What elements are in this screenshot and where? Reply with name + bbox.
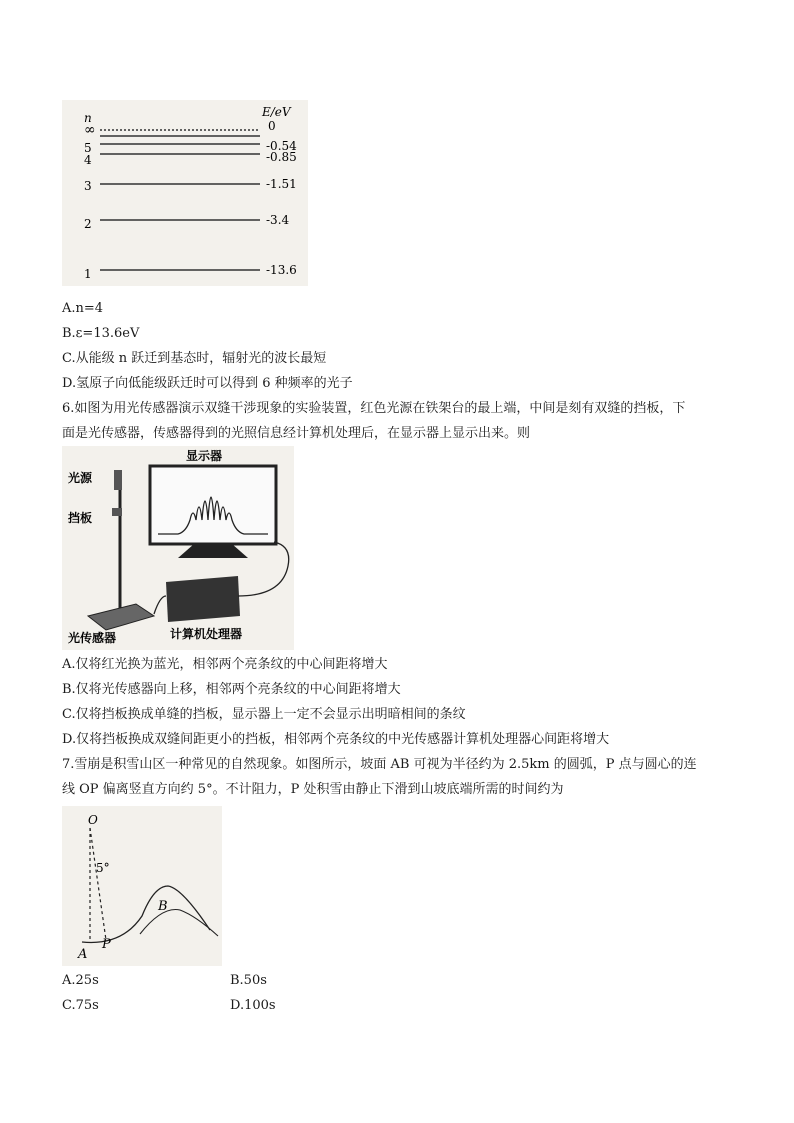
slope-outline [82,886,210,942]
level-n-5: 5 [84,141,92,155]
slit-baffle [112,508,122,516]
energy-level-svg [62,100,308,286]
q6-option-b: B.仅将光传感器向上移，相邻两个亮条纹的中心间距将增大 [62,682,401,697]
level-e-inf: 0 [268,119,276,133]
avalanche-slope-figure [62,806,222,966]
q7-option-b: B.50s [230,973,267,988]
level-n-2: 2 [84,217,92,231]
level-n-inf: ∞ [84,122,96,138]
q6-option-c: C.仅将挡板换成单缝的挡板，显示器上一定不会显示出明暗相间的条纹 [62,707,466,722]
double-slit-apparatus-figure [62,446,294,650]
q5-option-a: A.n=4 [62,301,104,316]
q5-option-d: D.氢原子向低能级跃迁时可以得到 6 种频率的光子 [62,376,353,391]
op-dashed-line [90,828,106,940]
e-axis-label: E/eV [262,105,291,119]
q5-option-b: B.ε=13.6eV [62,326,140,341]
q7-option-d: D.100s [230,998,276,1013]
q5-option-c: C.从能级 n 跃迁到基态时，辐射光的波长最短 [62,351,327,366]
level-e-2: -3.4 [266,213,290,227]
q6-option-a: A.仅将红光换为蓝光，相邻两个亮条纹的中心间距将增大 [62,657,388,672]
double-slit-svg [62,446,294,650]
level-e-1: -13.6 [266,263,297,277]
sensor-cable [154,596,166,614]
processor-label: 计算机处理器 [170,627,243,641]
light-sensor-base [88,604,154,630]
angle-label: 5° [96,861,110,875]
level-n-4: 4 [84,153,92,167]
n-axis-label: n [84,111,92,125]
light-source-label: 光源 [68,471,93,485]
q6-option-d: D.仅将挡板换成双缝间距更小的挡板，相邻两个亮条纹的中光传感器计算机处理器心间距将增大 [62,732,610,747]
level-e-4: -0.85 [266,150,297,164]
level-e-3: -1.51 [266,177,297,191]
slope-back-ridge [140,910,218,937]
level-n-3: 3 [84,179,92,193]
computer-processor-box [166,576,240,622]
baffle-label: 挡板 [68,511,93,525]
monitor-stand [178,544,248,558]
monitor-cable [238,542,289,596]
q7-option-c: C.75s [62,998,99,1013]
q7-stem-line2: 线 OP 偏离竖直方向约 5°。不计阻力，P 处积雪由静止下滑到山坡底端所需的时间约为 [62,782,564,797]
q6-stem-line2: 面是光传感器，传感器得到的光照信息经计算机处理后，在显示器上显示出来。则 [62,426,531,441]
level-e-5: -0.54 [266,139,297,153]
q6-stem-line1: 6.如图为用光传感器演示双缝干涉现象的实验装置，红色光源在铁架台的最上端，中间是刻有双缝的挡板，下 [62,401,686,416]
display-label: 显示器 [186,449,223,463]
energy-level-diagram [62,100,308,286]
light-source-lamp [114,470,122,490]
level-n-1: 1 [84,267,92,281]
q7-stem-line1: 7.雪崩是积雪山区一种常见的自然现象。如图所示，坡面 AB 可视为半径约为 2.5km 的圆弧，P 点与圆心的连 [62,757,697,772]
light-sensor-label: 光传感器 [68,631,117,645]
q7-option-a: A.25s [62,973,99,988]
point-b-label: B [158,899,168,914]
point-p-label: P [102,937,111,952]
point-o-label: O [88,813,98,827]
point-a-label: A [78,947,88,962]
avalanche-slope-svg [62,806,222,966]
